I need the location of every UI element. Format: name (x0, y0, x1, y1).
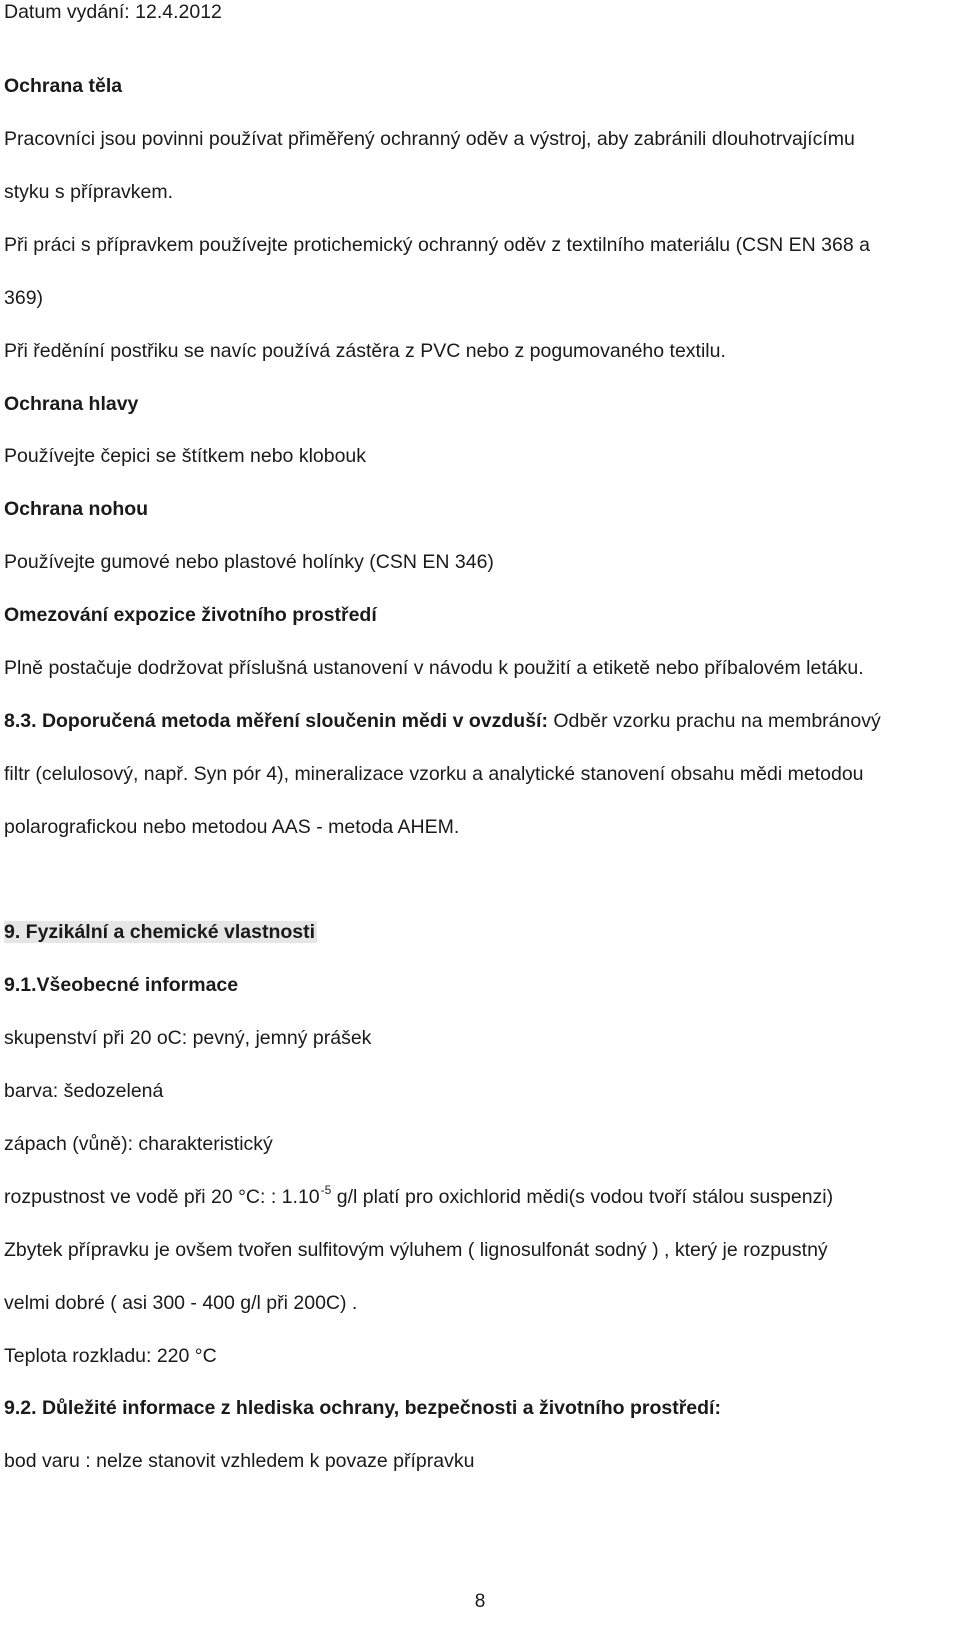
heading-section-9-1: 9.1.Všeobecné informace (4, 974, 239, 996)
page-number: 8 (474, 1591, 486, 1612)
paragraph-line: filtr (celulosový, např. Syn pór 4), mineralizace vzorku a analytické stanovení obsahu mědi metodou (4, 763, 864, 785)
paragraph-line: Používejte čepici se štítkem nebo klobouk (4, 445, 367, 467)
section-8-3-label: 8.3. Doporučená metoda měření sloučenin mědi v ovzduší: (4, 710, 548, 732)
property-state: skupenství při 20 oC: pevný, jemný prášek (4, 1027, 372, 1049)
section-9-title: 9. Fyzikální a chemické vlastnosti (4, 921, 316, 943)
property-color: barva: šedozelená (4, 1080, 164, 1102)
property-decomposition: Teplota rozkladu: 220 °C (4, 1345, 217, 1367)
heading-head-protection: Ochrana hlavy (4, 393, 139, 415)
paragraph-line: Zbytek přípravku je ovšem tvořen sulfitovým výluhem ( lignosulfonát sodný ) , který je rozpustný (4, 1239, 828, 1261)
heading-body-protection: Ochrana těla (4, 75, 123, 97)
paragraph-line: Používejte gumové nebo plastové holínky (CSN EN 346) (4, 551, 494, 573)
property-odor: zápach (vůně): charakteristický (4, 1133, 273, 1155)
paragraph-line: styku s přípravkem. (4, 181, 174, 203)
paragraph-line: Při práci s přípravkem používejte protichemický ochranný oděv z textilního materiálu (CSN EN 368 a (4, 234, 870, 256)
paragraph-line: Při ředěníní postřiku se navíc používá zástěra z PVC nebo z pogumovaného textilu. (4, 340, 726, 362)
solubility-text: rozpustnost ve vodě při 20 °C: : 1.10 (4, 1186, 320, 1208)
heading-foot-protection: Ochrana nohou (4, 498, 149, 520)
property-boiling-point: bod varu : nelze stanovit vzhledem k povaze přípravku (4, 1450, 475, 1472)
heading-environment: Omezování expozice životního prostředí (4, 604, 377, 626)
issue-date: Datum vydání: 12.4.2012 (4, 1, 222, 23)
section-8-3-line (4, 709, 881, 733)
heading-section-9-2: 9.2. Důležité informace z hlediska ochrany, bezpečnosti a životního prostředí: (4, 1397, 721, 1419)
property-solubility (4, 1185, 833, 1211)
paragraph-line: velmi dobré ( asi 300 - 400 g/l při 200C) . (4, 1292, 358, 1314)
paragraph-line: polarografickou nebo metodou AAS - metoda AHEM. (4, 816, 460, 838)
section-8-3-text: Odběr vzorku prachu na membránový (547, 710, 881, 732)
heading-section-9 (4, 920, 317, 944)
paragraph-line: Pracovníci jsou povinni používat přiměřený ochranný oděv a výstroj, aby zabránili dlouhotrvajícímu (4, 128, 855, 150)
paragraph-line: Plně postačuje dodržovat příslušná ustanovení v návodu k použití a etiketě nebo příbalovém letáku. (4, 657, 864, 679)
solubility-exponent: -5 (320, 1183, 332, 1197)
solubility-note: g/l platí pro oxichlorid mědi(s vodou tvoří stálou suspenzi) (331, 1186, 834, 1208)
paragraph-line: 369) (4, 287, 44, 309)
